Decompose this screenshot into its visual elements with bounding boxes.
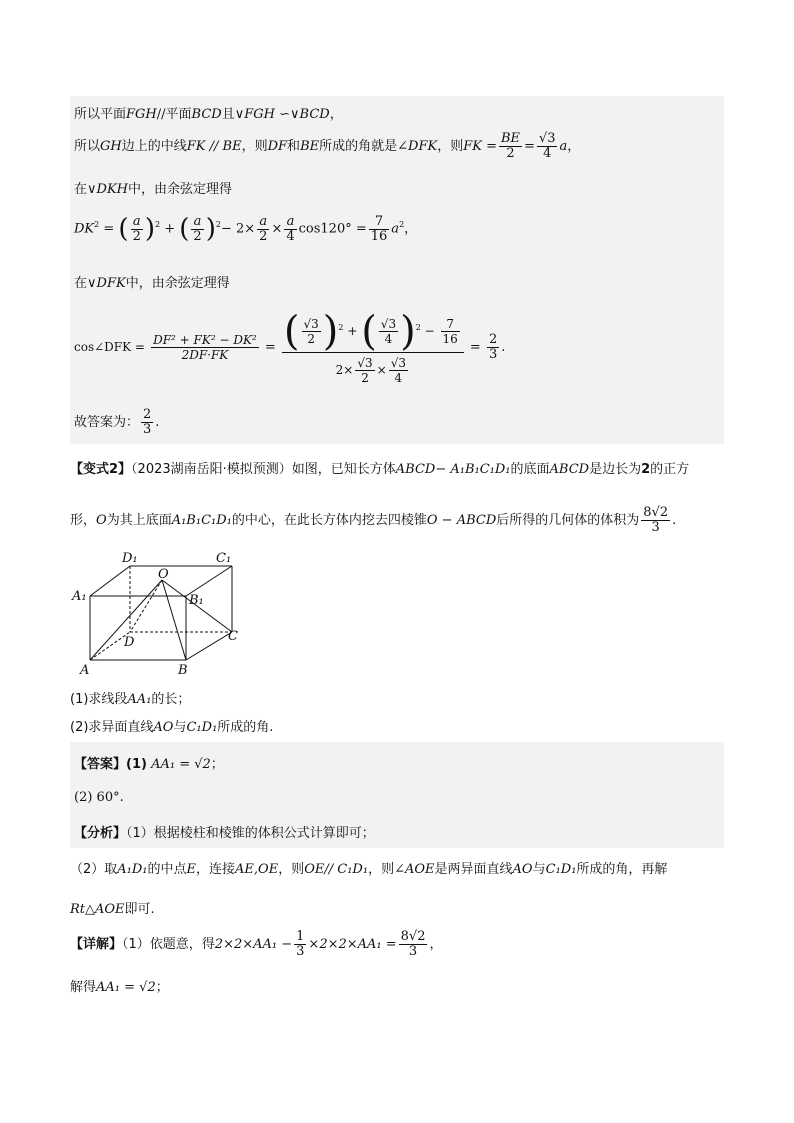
text: 在 bbox=[74, 276, 88, 291]
answer-1 bbox=[70, 742, 724, 782]
analysis-label: 【分析】 bbox=[74, 826, 127, 841]
math: cos∠DFK = bbox=[74, 339, 145, 354]
math: Rt△AOE bbox=[70, 902, 125, 917]
text: 所以 bbox=[74, 139, 101, 154]
text: ， bbox=[329, 107, 343, 122]
detail-1 bbox=[70, 924, 724, 968]
math: O bbox=[96, 513, 107, 528]
math: AA₁ = √2 bbox=[151, 757, 211, 772]
math: ∠DFK bbox=[397, 139, 438, 154]
label-D1: D₁ bbox=[122, 551, 138, 566]
fraction: $\frac{a}{4}$ bbox=[286, 213, 295, 244]
edge bbox=[186, 566, 232, 596]
math: ∨DKH bbox=[87, 182, 129, 197]
text: . bbox=[501, 339, 506, 355]
math: E bbox=[186, 862, 197, 877]
math: FK // BE bbox=[186, 139, 242, 154]
math: AA₁ bbox=[127, 692, 152, 707]
math: ×2×2×AA₁ = bbox=[308, 937, 397, 952]
math: = bbox=[524, 139, 535, 154]
text: 与 bbox=[532, 862, 546, 877]
label-C1: C₁ bbox=[216, 551, 232, 566]
text: 的长； bbox=[151, 692, 191, 707]
text: 中，由余弦定理得 bbox=[128, 182, 233, 197]
fraction: $\frac{√3}{4}$ bbox=[538, 131, 556, 161]
fraction: $\frac{a}{2}$ bbox=[259, 213, 268, 244]
label-A1: A₁ bbox=[72, 589, 87, 604]
math: ABCD− A₁B₁C₁D₁ bbox=[395, 462, 511, 477]
pyramid-edge bbox=[162, 580, 186, 660]
solution-line-2 bbox=[70, 126, 724, 170]
variant-label: 【变式2】 bbox=[70, 462, 132, 477]
text: 且 bbox=[221, 107, 235, 122]
variant-line-1 bbox=[70, 454, 724, 484]
text: 形， bbox=[70, 513, 97, 528]
math: a bbox=[391, 221, 400, 237]
math: BCD bbox=[191, 107, 222, 122]
label-B1: B₁ bbox=[189, 593, 204, 608]
fraction: $\frac{2}{3}$ bbox=[488, 331, 498, 362]
math: GH bbox=[100, 139, 122, 154]
text: (1)求线段 bbox=[70, 692, 128, 707]
math: − 2× bbox=[220, 221, 256, 237]
text: （2023湖南岳阳·模拟预测）如图，已知长方体 bbox=[131, 462, 396, 477]
text: 所成的角. bbox=[217, 720, 274, 735]
text: 的中心，在此长方体内挖去四棱锥 bbox=[231, 513, 427, 528]
text: ， bbox=[429, 937, 443, 952]
text: ，连接 bbox=[196, 862, 236, 877]
text: 在 bbox=[74, 182, 88, 197]
text: （1）根据棱柱和棱锥的体积公式计算即可； bbox=[126, 826, 375, 841]
solution-line-1 bbox=[70, 96, 724, 126]
fraction: $\frac{a}{2}$ bbox=[193, 213, 202, 244]
solution-line-4 bbox=[70, 264, 724, 294]
answer-line bbox=[70, 402, 724, 444]
text: (2) 60°. bbox=[74, 790, 124, 805]
text: (2)求异面直线 bbox=[70, 720, 154, 735]
label-D: D bbox=[124, 635, 135, 650]
text: ； bbox=[210, 757, 224, 772]
math: DF bbox=[267, 139, 288, 154]
answer-label: 【答案】 bbox=[74, 757, 127, 772]
math: = bbox=[264, 339, 276, 355]
text: ； bbox=[155, 980, 169, 995]
label-B: B bbox=[178, 663, 188, 678]
math: C₁D₁ bbox=[186, 720, 218, 735]
text: 的中点 bbox=[147, 862, 187, 877]
text: 后所得的几何体的体积为 bbox=[496, 513, 640, 528]
math: ∨FGH ∽∨BCD bbox=[234, 107, 330, 122]
text: . bbox=[672, 513, 677, 528]
variant-line-2 bbox=[70, 500, 724, 540]
math: O − ABCD bbox=[426, 513, 497, 528]
fraction: $\frac{7}{16}$ bbox=[370, 213, 388, 244]
text: （1）依题意，得 bbox=[122, 937, 215, 952]
analysis-2 bbox=[70, 854, 724, 884]
detail-2 bbox=[70, 972, 724, 998]
math: // bbox=[156, 107, 166, 122]
text: 的底面 bbox=[510, 462, 550, 477]
text: 所以平面 bbox=[74, 107, 127, 122]
text: . bbox=[155, 415, 160, 430]
analysis-1 bbox=[70, 814, 724, 848]
text: 中，由余弦定理得 bbox=[125, 276, 230, 291]
equation-2 bbox=[70, 294, 724, 402]
text: 边上的中线 bbox=[121, 139, 187, 154]
fraction: $\frac{8√2}{3}$ bbox=[400, 929, 426, 959]
text: 解得 bbox=[70, 980, 97, 995]
text: 平面 bbox=[165, 107, 192, 122]
text: 和 bbox=[287, 139, 301, 154]
label-A: A bbox=[80, 663, 90, 678]
fraction: $\frac{a}{2}$ bbox=[132, 213, 141, 244]
text: 为其上底面 bbox=[106, 513, 172, 528]
text: 与 bbox=[173, 720, 187, 735]
fraction: $\frac{8√2}{3}$ bbox=[643, 505, 669, 535]
answer-2 bbox=[70, 782, 724, 814]
detail-label: 【详解】 bbox=[70, 937, 123, 952]
math: FK = bbox=[463, 139, 497, 154]
math: = bbox=[469, 339, 481, 355]
math: a bbox=[559, 139, 568, 154]
fraction: $\frac{1}{3}$ bbox=[296, 929, 305, 959]
text: 2 bbox=[641, 462, 651, 477]
text: 所成的角，再解 bbox=[576, 862, 668, 877]
text: 是边长为 bbox=[589, 462, 642, 477]
math: ∠AOE bbox=[394, 862, 435, 877]
math: OE// C₁D₁ bbox=[304, 862, 369, 877]
label-O: O bbox=[158, 567, 169, 582]
math: ABCD bbox=[549, 462, 590, 477]
fraction: $\frac{2}{3}$ bbox=[143, 407, 152, 437]
pyramid-edge bbox=[130, 580, 162, 632]
math: DK bbox=[74, 221, 95, 237]
text: ，则 bbox=[241, 139, 268, 154]
math: AE,OE bbox=[235, 862, 279, 877]
question-2 bbox=[70, 712, 724, 738]
text: ，则 bbox=[437, 139, 464, 154]
text: ，则 bbox=[278, 862, 305, 877]
text: ， bbox=[567, 139, 581, 154]
fraction: $\frac{\text{DF² + FK² − DK²}}{2DF\cdot FK}$ bbox=[153, 332, 257, 362]
text: ， bbox=[404, 221, 418, 237]
solution-line-3 bbox=[70, 170, 724, 200]
math: ∨DFK bbox=[87, 276, 126, 291]
fraction: $\frac{BE}{2}$ bbox=[500, 131, 521, 161]
equation-1: $DK^2$ = ( $\frac{a}{2}$ )$^2$ + ( $\frac{a}{2}$ )$^2$− 2× $\frac{a}{2}$ × $\frac{a}{4}$ cos120° = $\frac{7}{16}$ $a^2$， bbox=[70, 200, 724, 264]
math: A₁B₁C₁D₁ bbox=[171, 513, 232, 528]
text: 的正方 bbox=[650, 462, 690, 477]
text: 即可. bbox=[124, 902, 155, 917]
edge bbox=[186, 632, 232, 660]
math: AO bbox=[153, 720, 174, 735]
math: BE bbox=[300, 139, 320, 154]
text: 故答案为： bbox=[74, 415, 140, 430]
question-1 bbox=[70, 684, 724, 710]
text: ，则 bbox=[368, 862, 395, 877]
math: AA₁ = √2 bbox=[96, 980, 156, 995]
math: A₁D₁ bbox=[117, 862, 148, 877]
text: (1) bbox=[126, 757, 147, 772]
math: cos120° = bbox=[298, 221, 367, 237]
cuboid-figure bbox=[66, 548, 256, 680]
label-C: C bbox=[228, 629, 238, 644]
fraction: ( $\frac{√3}{2}$ )$^2$ + ( $\frac{√3}{4}$ )$^2$ − $\frac{7}{16}$ 2× $\frac{√3}{2}$ × $\frac{√3}{4}$ bbox=[282, 308, 464, 387]
edge bbox=[90, 566, 130, 596]
analysis-3 bbox=[70, 894, 724, 920]
text: （2）取 bbox=[70, 862, 118, 877]
math: 2×2×AA₁ − bbox=[214, 937, 293, 952]
text: 所成的角就是 bbox=[319, 139, 398, 154]
math: C₁D₁ bbox=[545, 862, 577, 877]
math: FGH bbox=[126, 107, 157, 122]
text: 是两异面直线 bbox=[434, 862, 513, 877]
math: AO bbox=[512, 862, 533, 877]
